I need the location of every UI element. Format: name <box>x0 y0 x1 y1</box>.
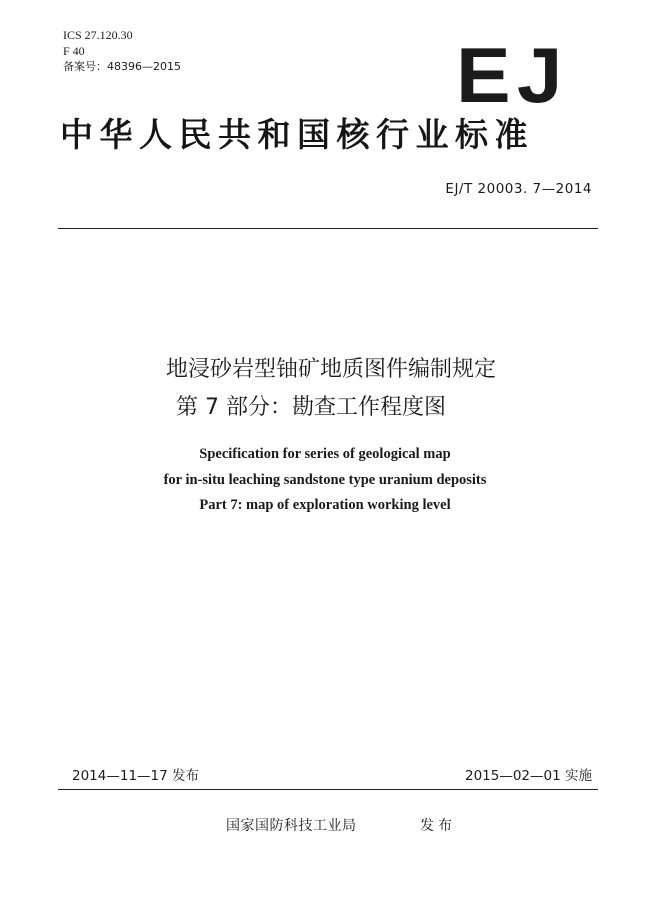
title-en-line3: Part 7: map of exploration working level <box>199 497 451 513</box>
implementation-date: 2015—02—01 实施 <box>464 768 592 784</box>
bottom-divider <box>58 789 598 790</box>
issuing-authority: 国家国防科技工业局 <box>226 818 357 834</box>
classification-code: F 40 <box>63 44 85 58</box>
title-zh-line2: 第 7 部分：勘查工作程度图 <box>176 395 446 420</box>
title-en-line2: for in-situ leaching sandstone type uranium deposits <box>163 472 487 488</box>
issue-date: 2014—11—17 发布 <box>72 768 200 784</box>
record-number: 备案号：48396—2015 <box>63 60 181 73</box>
top-divider <box>58 228 598 229</box>
standard-type-title: 中华人民共和国核行业标准 <box>60 115 534 154</box>
issued-label: 发布 <box>420 818 456 834</box>
ics-code: ICS 27.120.30 <box>63 28 133 42</box>
ej-logo: EJ <box>456 31 569 119</box>
title-en-line1: Specification for series of geological map <box>199 446 451 462</box>
title-zh-line1: 地浸砂岩型铀矿地质图件编制规定 <box>165 357 496 382</box>
standard-number: EJ/T 20003. 7—2014 <box>445 181 592 197</box>
